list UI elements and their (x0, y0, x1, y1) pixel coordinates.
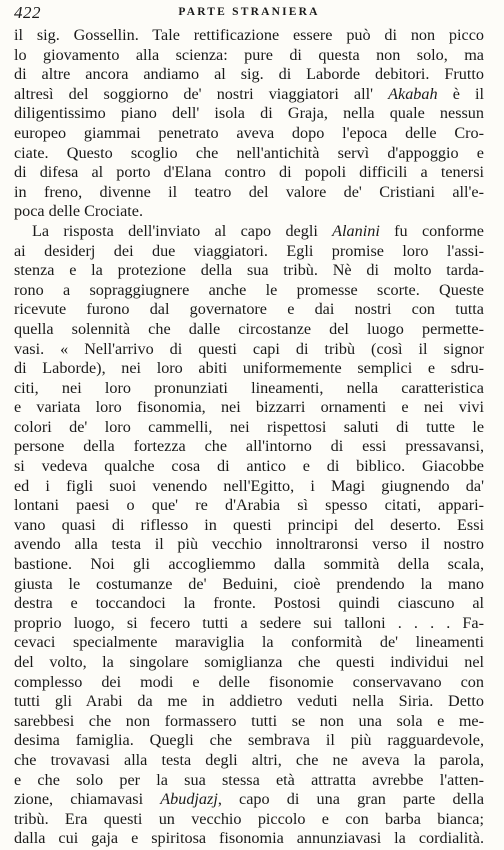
text-segment: avendo alla testa il più vecchio innoltraronsi verso il nostro (14, 535, 484, 554)
text-segment: tutti gli Arabi da me in addietro veduti nella Siria. Detto (14, 692, 484, 711)
text-segment: ai desiderj dei due viaggiatori. Egli promise loro l'assi- (14, 241, 484, 260)
text-line (14, 535, 484, 555)
text-line (14, 104, 484, 124)
text-segment: complesso dei modi e delle fisonomie conservavano con (14, 672, 484, 691)
italic-text: Alanini (332, 221, 380, 240)
text-line (14, 26, 484, 46)
text-segment: tribù. Era questi un vecchio piccolo e con barba bianca; (14, 809, 484, 828)
text-segment: del volto, la singolare somiglianza che questi individui nel (14, 653, 484, 671)
text-line (14, 555, 484, 575)
text-segment: di difesa al porto d'Elana contro di popoli difficili a tenersi (14, 163, 484, 182)
text-line (14, 731, 484, 751)
text-segment: lontani paesi o que' re d'Arabia sì spesso citati, appari- (14, 496, 484, 515)
text-line (14, 477, 484, 497)
text-segment: lo giovamento alla scienza: pure di questa non solo, ma (14, 45, 484, 64)
italic-text: Akabah (388, 84, 438, 103)
text-line (14, 594, 484, 614)
text-line (14, 379, 484, 399)
text-line (14, 124, 484, 144)
text-line (14, 202, 484, 222)
text-segment: destra e toccandoci la fronte. Postosi quindi ciascuno al (14, 594, 484, 613)
running-head-title: PARTE STRANIERA (178, 6, 320, 18)
text-line (14, 183, 484, 203)
text-segment: colori de' loro cammelli, nei rispettosi saluti di tutte le (14, 417, 484, 436)
text-segment: europeo giammai penetrato aveva dopo l'epoca delle Cro- (14, 123, 484, 142)
body-text (14, 26, 484, 849)
text-segment: ed i figli suoi venendo nell'Egitto, i Magi giugnendo da' (14, 476, 484, 495)
text-segment: è il (437, 84, 484, 103)
text-line (14, 712, 484, 732)
text-line (14, 359, 484, 379)
text-segment: si vedeva qualche cosa di antico e di biblico. Giacobbe (14, 457, 484, 476)
text-segment: di Laborde), nei loro abiti uniformemente semplici e sdru- (14, 359, 484, 378)
text-segment: desima famiglia. Quegli che sembrava il più ragguardevole, (14, 731, 484, 750)
text-segment: il sig. Gossellin. Tale rettificazione essere può di non picco (14, 26, 484, 44)
text-line (14, 653, 484, 673)
text-segment: stenza e la protezione della sua tribù. Nè di molto tarda- (14, 261, 484, 280)
text-segment: che trovavasi alla testa degli altri, che ne aveva la parola, (14, 750, 484, 769)
text-line (14, 575, 484, 595)
text-segment: citi, nei loro pronunziati lineamenti, nella caratteristica (14, 378, 484, 397)
text-line (14, 65, 484, 85)
text-line (14, 516, 484, 536)
text-segment: La risposta dell'inviato al capo degli (32, 221, 333, 240)
text-line (14, 751, 484, 771)
text-segment: vasi. « Nell'arrivo di questi capi di tribù (così il signor (14, 339, 484, 358)
text-segment: ciate. Questo scoglio che nell'antichità servì d'appoggio e (14, 143, 484, 162)
text-segment: proprio luogo, si fecero tutti a sedere sui talloni . . . . Fa- (14, 613, 484, 632)
italic-text: Abudjazj (160, 790, 218, 809)
text-line (14, 418, 484, 438)
text-line (14, 163, 484, 183)
text-segment: cevaci specialmente maraviglia la conformità de' lineamenti (14, 633, 484, 652)
text-segment: giusta le costumanze de' Beduini, cioè prendendo la mano (14, 574, 484, 593)
text-line (14, 85, 484, 105)
text-line (14, 829, 484, 849)
running-head (14, 3, 484, 25)
text-line (14, 810, 484, 830)
text-line (14, 692, 484, 712)
text-segment: altresì del soggiorno de' nostri viaggiatori all' (14, 84, 389, 103)
text-segment: e variata loro fisonomia, nei bizzarri ornamenti e nei vivi (14, 398, 484, 417)
text-segment: fu conforme (379, 221, 484, 240)
page-number: 422 (14, 3, 41, 22)
text-line (14, 614, 484, 634)
text-segment: zione, chiamavasi (14, 790, 161, 809)
text-segment: ricevute furono dal governatore e dai nostri con tutta (14, 300, 484, 319)
text-line (14, 457, 484, 477)
text-segment: , capo di una gran parte della (217, 790, 484, 809)
text-segment: dalla cui gaja e spiritosa fisonomia annunziavasi la cordialità. (14, 829, 484, 848)
text-segment: quella solennità che dalle circostanze del luogo permette- (14, 319, 484, 338)
text-line (14, 437, 484, 457)
text-line (14, 771, 484, 791)
text-line (14, 673, 484, 693)
text-line (14, 633, 484, 653)
text-line (14, 320, 484, 340)
text-segment: rono a sopraggiugnere anche le promesse scorte. Queste (14, 280, 484, 299)
text-segment: e che solo per la sua stessa età attratta avrebbe l'atten- (14, 770, 484, 789)
text-line (14, 144, 484, 164)
text-line (14, 281, 484, 301)
text-line (14, 496, 484, 516)
text-segment: poca delle Crociate. (14, 202, 143, 221)
text-segment: vano quasi di riflesso in questi principi del deserto. Essi (14, 515, 484, 534)
text-segment: in freno, divenne il teatro del valore de' Cristiani all'e- (14, 182, 484, 201)
text-line (14, 398, 484, 418)
text-segment: di altre ancora andiamo al sig. di Laborde debitori. Frutto (14, 65, 484, 84)
text-segment: persone della fortezza che all'intorno di essi pressavansi, (14, 437, 484, 456)
text-line (14, 242, 484, 262)
text-line (14, 222, 484, 242)
text-segment: diligentissimo piano dell' isola di Graja, nella quale nessun (14, 104, 484, 123)
text-line (14, 261, 484, 281)
text-line (14, 300, 484, 320)
text-line (14, 46, 484, 66)
text-segment: bastione. Noi gli accogliemmo dalla sommità della scala, (14, 555, 484, 574)
text-segment: sarebbesi che non formassero tutti se non una sola e me- (14, 711, 484, 730)
text-line (14, 340, 484, 360)
text-line (14, 790, 484, 810)
